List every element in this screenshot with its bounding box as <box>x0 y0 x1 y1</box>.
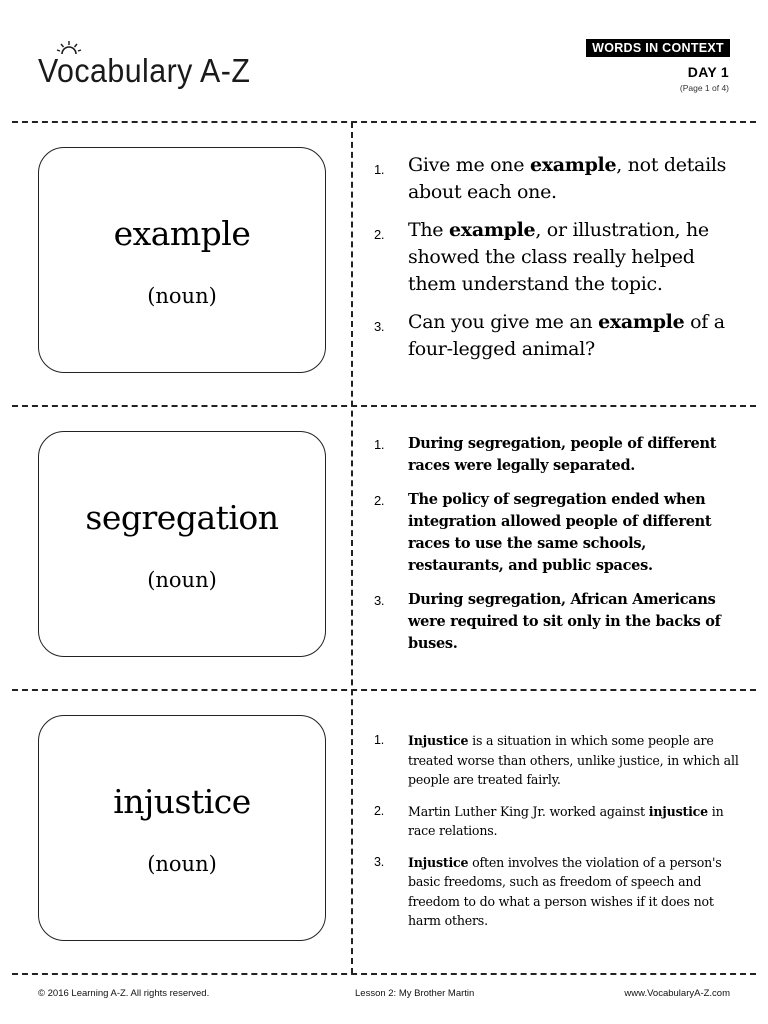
vocab-word: example <box>113 214 251 253</box>
copyright: © 2016 Learning A-Z. All rights reserved. <box>38 988 210 999</box>
page-number: (Page 1 of 4) <box>679 83 729 93</box>
vocab-word: segregation <box>85 498 279 537</box>
sentence: 1. Give me one example, not details about each one. <box>374 154 727 203</box>
sentence-list <box>374 731 744 943</box>
sentence: 2. The example, or illustration, he showed the class really helped them understand the topic. <box>374 219 709 295</box>
vocab-word: injustice <box>113 782 251 821</box>
day-label: DAY 1 <box>687 64 729 80</box>
sentence: 3. Injustice often involves the violation of a person's basic freedoms, such as freedom of speech and freedom to do what a person wishes if it does not harm others. <box>374 854 722 928</box>
part-of-speech: (noun) <box>147 284 217 308</box>
sentence-list <box>374 433 744 667</box>
lesson-title: Lesson 2: My Brother Martin <box>355 988 475 999</box>
word-card-example <box>38 147 326 373</box>
sentence: 3. During segregation, African Americans were required to sit only in the backs of buses. <box>374 591 721 652</box>
website-url: www.VocabularyA-Z.com <box>624 988 730 999</box>
sentence-list <box>374 152 744 374</box>
cut-line <box>12 689 756 691</box>
vertical-cut-line <box>351 122 353 974</box>
sentence: 1. Injustice is a situation in which some people are treated worse than others, unlike justice, in which all people are treated fairly. <box>374 733 739 787</box>
word-card-injustice <box>38 715 326 941</box>
sentence: 2. The policy of segregation ended when integration allowed people of different races to use the same schools, restaurants, and public spaces. <box>374 491 712 574</box>
part-of-speech: (noun) <box>147 852 217 876</box>
cut-line <box>12 405 756 407</box>
cut-line <box>12 973 756 975</box>
words-in-context-badge: WORDS IN CONTEXT <box>586 39 730 57</box>
part-of-speech: (noun) <box>147 568 217 592</box>
sentence: 3. Can you give me an example of a four-legged animal? <box>374 311 725 360</box>
logo-text: Vocabulary A-Z <box>38 52 251 89</box>
cut-line <box>12 121 756 123</box>
word-card-segregation <box>38 431 326 657</box>
sentence: 1. During segregation, people of different races were legally separated. <box>374 435 717 474</box>
sentence: 2. Martin Luther King Jr. worked against injustice in race relations. <box>374 803 724 838</box>
